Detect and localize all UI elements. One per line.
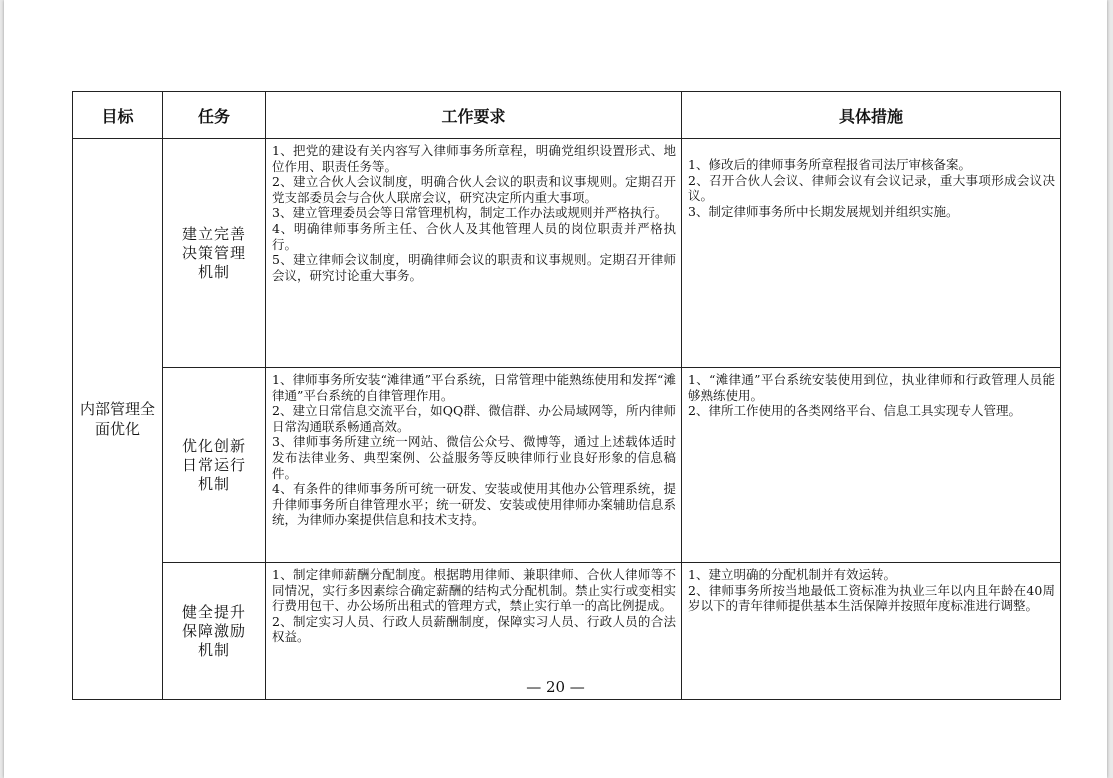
- page-number: — 20 —: [526, 678, 585, 696]
- goal-cell: 内部管理全面优化: [73, 139, 163, 700]
- requirements-cell: [266, 139, 682, 368]
- measure-item: 2、律师事务所按当地最低工资标准为执业三年以内且年龄在40周岁以下的青年律师提供基本生活保障并按照年度标准进行调整。: [688, 582, 1055, 614]
- task-cell: 建立完善 决策管理 机制: [163, 139, 266, 368]
- table-header-row: [73, 92, 1061, 139]
- requirement-item: 4、有条件的律师事务所可统一研发、安装或使用其他办公管理系统，提升律师事务所自律管理水平；统一研发、安装或使用律师办案辅助信息系统，为律师办案提供信息和技术支持。: [272, 481, 676, 528]
- header-goal: 目标: [73, 92, 163, 139]
- measure-item: 2、律所工作使用的各类网络平台、信息工具实现专人管理。: [688, 403, 1021, 419]
- header-requirements: 工作要求: [266, 92, 682, 139]
- measure-item: 1、修改后的律师事务所章程报省司法厅审核备案。: [688, 157, 971, 172]
- document-page: [4, 0, 1107, 778]
- requirement-item: 1、律师事务所安装“滩律通”平台系统，日常管理中能熟练使用和发挥“滩律通”平台系统的自律管理作用。: [272, 372, 676, 403]
- measure-item: 3、制定律师事务所中长期发展规划并组织实施。: [688, 203, 959, 219]
- measure-item: 2、召开合伙人会议、律师会议有会议记录，重大事项形成会议决议。: [688, 172, 1055, 204]
- measure-item: 1、建立明确的分配机制并有效运转。: [688, 567, 896, 582]
- table-row: [73, 368, 1061, 563]
- header-measures: 具体措施: [682, 92, 1061, 139]
- requirement-item: 2、建立日常信息交流平台，如QQ群、微信群、办公局域网等，所内律师日常沟通联系畅通高效。: [272, 403, 676, 434]
- measures-cell: [682, 139, 1061, 368]
- requirements-cell: [266, 368, 682, 563]
- requirement-item: 3、建立管理委员会等日常管理机构，制定工作办法或规则并严格执行。: [272, 205, 668, 221]
- task-cell: 健全提升 保障激励 机制: [163, 563, 266, 700]
- measures-cell: [682, 368, 1061, 563]
- requirement-item: 1、把党的建设有关内容写入律师事务所章程，明确党组织设置形式、地位作用、职责任务等。: [272, 143, 676, 174]
- measure-item: 1、“滩律通”平台系统安装使用到位，执业律师和行政管理人员能够熟练使用。: [688, 372, 1055, 403]
- requirement-item: 2、制定实习人员、行政人员薪酬制度，保障实习人员、行政人员的合法权益。: [272, 613, 676, 645]
- plan-table: [72, 91, 1061, 700]
- task-cell: 优化创新 日常运行 机制: [163, 368, 266, 563]
- requirement-item: 5、建立律师会议制度，明确律师会议的职责和议事规则。定期召开律师会议，研究讨论重大事务。: [272, 252, 676, 283]
- requirement-item: 2、建立合伙人会议制度，明确合伙人会议的职责和议事规则。定期召开党支部委员会与合伙人联席会议，研究决定所内重大事项。: [272, 174, 676, 205]
- table-row: [73, 139, 1061, 368]
- requirement-item: 3、律师事务所建立统一网站、微信公众号、微博等，通过上述载体适时发布法律业务、典型案例、公益服务等反映律师行业良好形象的信息稿件。: [272, 434, 676, 481]
- header-task: 任务: [163, 92, 266, 139]
- requirement-item: 4、明确律师事务所主任、合伙人及其他管理人员的岗位职责并严格执行。: [272, 220, 676, 252]
- requirement-item: 1、制定律师薪酬分配制度。根据聘用律师、兼职律师、合伙人律师等不同情况，实行多因素综合确定薪酬的结构式分配机制。禁止实行或变相实行费用包干、办公场所出租式的管理方式，禁止实行单一的高比例提成。: [272, 567, 676, 614]
